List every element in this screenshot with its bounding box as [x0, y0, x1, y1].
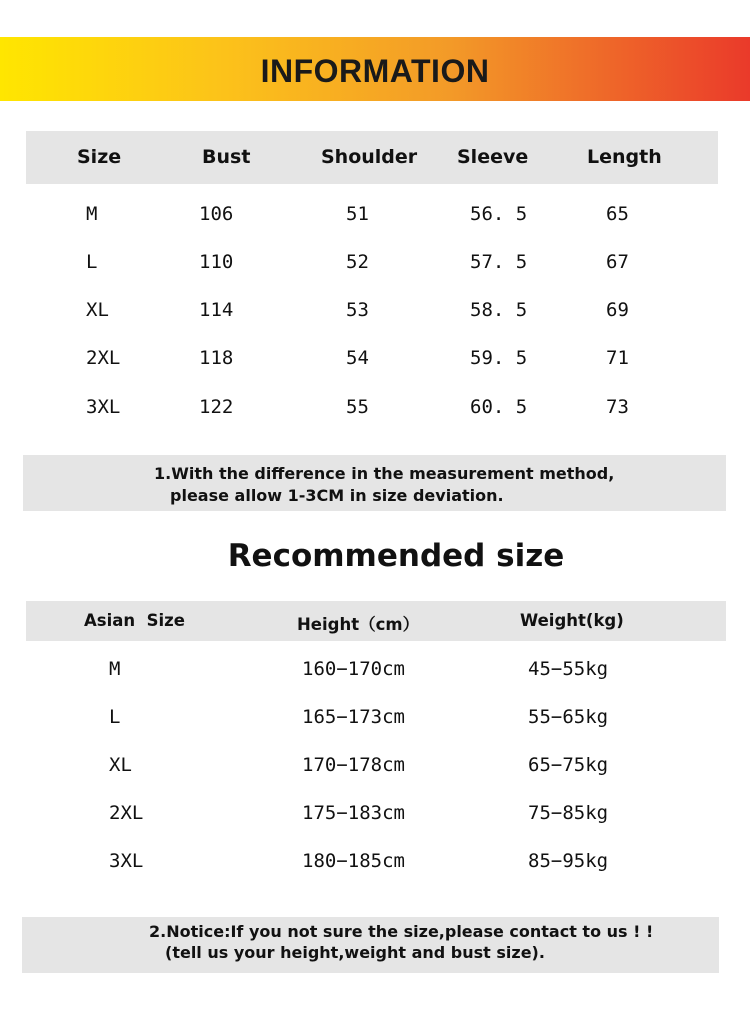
length-cell: 73 — [606, 396, 629, 418]
length-cell: 71 — [606, 347, 629, 369]
weight-cell: 55−65kg — [528, 706, 609, 728]
shoulder-cell: 55 — [346, 396, 369, 418]
weight-cell: 85−95kg — [528, 850, 609, 872]
asian-size-cell: M — [109, 658, 121, 680]
height-cell: 170−178cm — [302, 754, 405, 776]
weight-cell: 65−75kg — [528, 754, 609, 776]
size-cell: 2XL — [86, 347, 121, 369]
height-cell: 160−170cm — [302, 658, 405, 680]
header-length: Length — [587, 146, 662, 168]
length-cell: 65 — [606, 203, 629, 225]
asian-size-cell: 2XL — [109, 802, 144, 824]
note-2-line-2: (tell us your height,weight and bust size). — [165, 943, 545, 962]
recommended-size-title: Recommended size — [227, 538, 565, 574]
size-cell: M — [86, 203, 98, 225]
asian-size-cell: 3XL — [109, 850, 144, 872]
header-bust: Bust — [202, 146, 251, 168]
asian-size-cell: XL — [109, 754, 132, 776]
header-asian-size: Asian Size — [84, 611, 185, 630]
weight-cell: 75−85kg — [528, 802, 609, 824]
sleeve-cell: 56. 5 — [470, 203, 528, 225]
header-sleeve: Sleeve — [457, 146, 529, 168]
length-cell: 69 — [606, 299, 629, 321]
information-banner — [0, 37, 750, 101]
shoulder-cell: 51 — [346, 203, 369, 225]
bust-cell: 106 — [199, 203, 234, 225]
note-2-line-1: 2.Notice:If you not sure the size,please contact to us ! ! — [149, 922, 654, 941]
bust-cell: 114 — [199, 299, 234, 321]
sleeve-cell: 58. 5 — [470, 299, 528, 321]
shoulder-cell: 53 — [346, 299, 369, 321]
sleeve-cell: 59. 5 — [470, 347, 528, 369]
header-shoulder: Shoulder — [321, 146, 418, 168]
size-cell: L — [86, 251, 98, 273]
shoulder-cell: 54 — [346, 347, 369, 369]
height-cell: 180−185cm — [302, 850, 405, 872]
asian-size-cell: L — [109, 706, 121, 728]
bust-cell: 118 — [199, 347, 234, 369]
height-cell: 165−173cm — [302, 706, 405, 728]
length-cell: 67 — [606, 251, 629, 273]
header-weight: Weight(kg) — [520, 611, 624, 630]
height-cell: 175−183cm — [302, 802, 405, 824]
note-1-line-2: please allow 1-3CM in size deviation. — [170, 486, 504, 505]
sleeve-cell: 60. 5 — [470, 396, 528, 418]
size-cell: 3XL — [86, 396, 121, 418]
sleeve-cell: 57. 5 — [470, 251, 528, 273]
header-height: Height（cm） — [297, 615, 420, 634]
banner-title: INFORMATION — [260, 53, 490, 89]
weight-cell: 45−55kg — [528, 658, 609, 680]
bust-cell: 110 — [199, 251, 234, 273]
size-cell: XL — [86, 299, 109, 321]
bust-cell: 122 — [199, 396, 234, 418]
shoulder-cell: 52 — [346, 251, 369, 273]
header-size: Size — [77, 146, 122, 168]
note-1-line-1: 1.With the difference in the measurement method, — [154, 464, 615, 483]
